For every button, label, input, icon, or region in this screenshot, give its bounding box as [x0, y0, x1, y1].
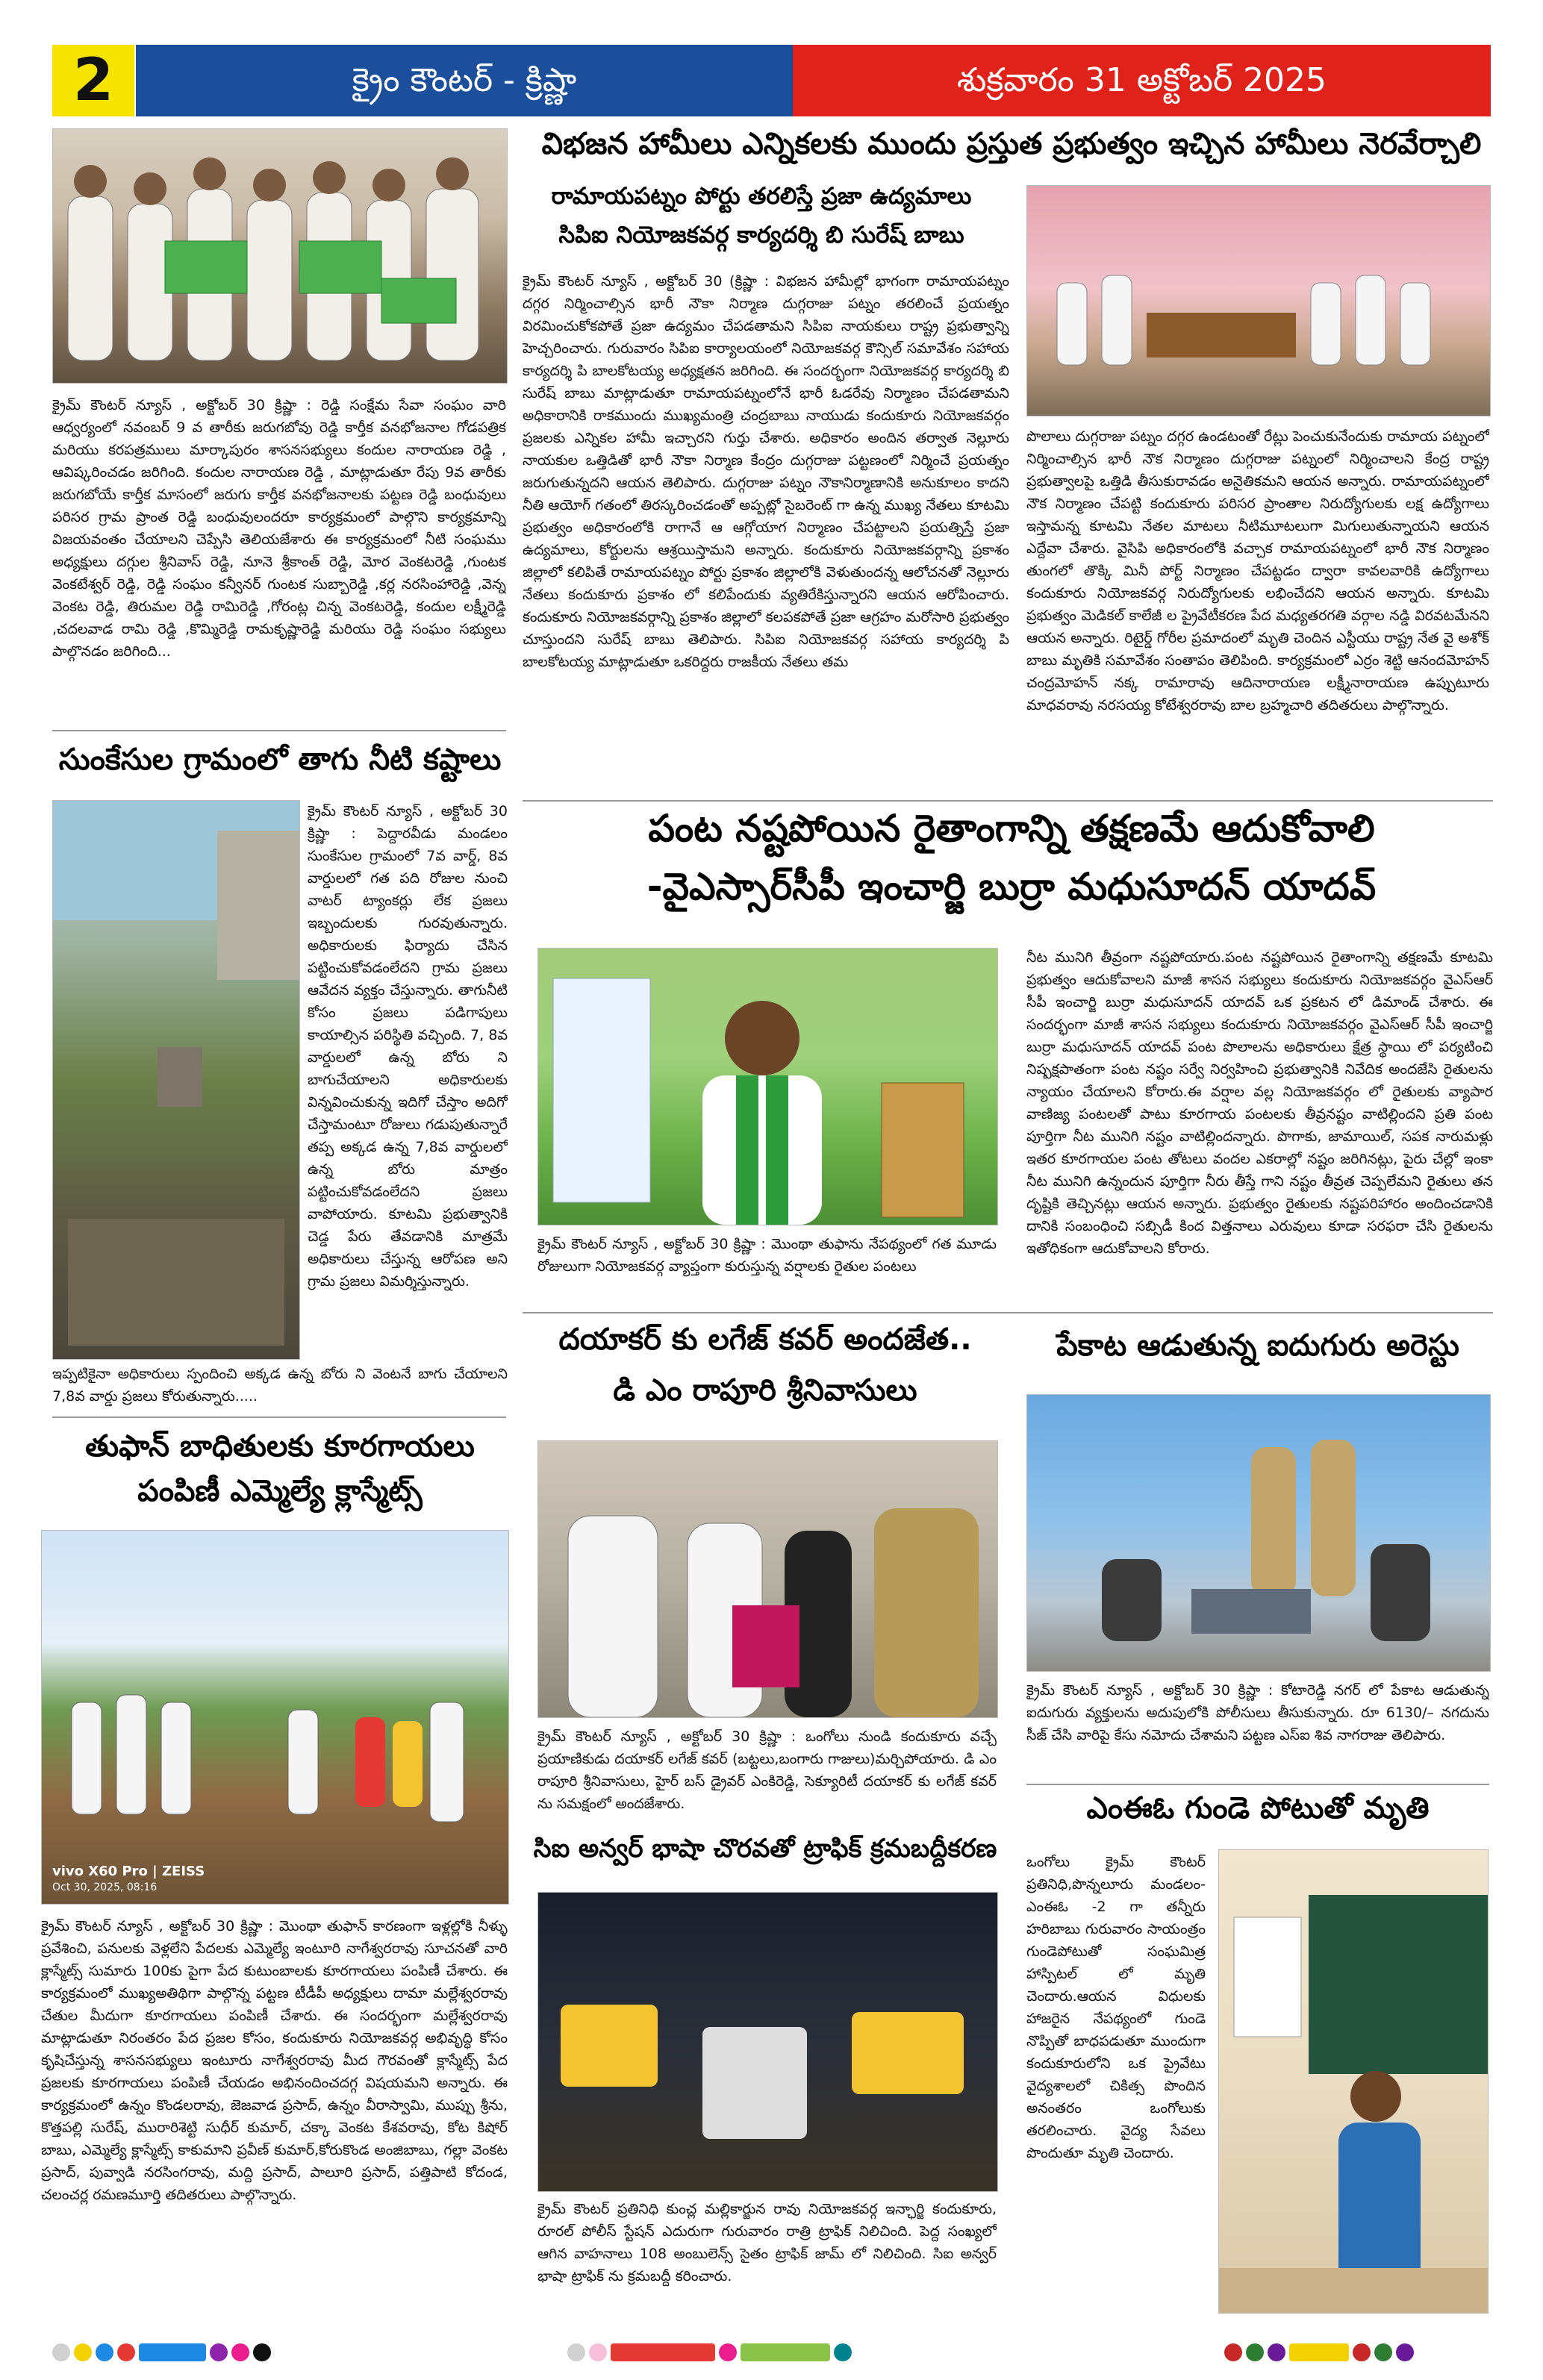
teacher-blackboard-illustration [1219, 1850, 1488, 2313]
footer-color-strip-left [52, 2343, 275, 2364]
footer-color-strip-right [1224, 2343, 1418, 2364]
water-headline: సుంకేసుల గ్రామంలో తాగు నీటి కష్టాలు [58, 743, 502, 777]
main-subheadline-1: రామాయపట్నం పోర్టు తరలిస్తే ప్రజా ఉద్యమాలు [551, 183, 972, 210]
water-body-tail: ఇప్పటికైనా అధికారులు స్పందించి అక్కడ ఉన్న బోరు ని వెంటనే బాగు చేయాలని 7,8వ వార్డు ప్రజలు కోరుతున్నారు..... [52, 1366, 508, 1405]
meeting-illustration [1027, 186, 1490, 416]
crop-loss-headline-1: పంట నష్టపోయిన రైతాంగాన్ని తక్షణమే ఆదుకోవాలి [648, 807, 1375, 850]
color-dot [253, 2343, 271, 2361]
luggage-headline-1: దయాకర్ కు లగేజ్ కవర్ అందజేత.. [558, 1322, 972, 1357]
meo-death-body: ఒంగోలు క్రైమ్ కౌంటర్ ప్రతినిధి,పొన్నలూరు మండలం- ఎంఈఓ -2 గా తన్నీరు హరిబాబు గురువారం సాయంత్రం గుండెపోటుతో సంఘమిత్ర హాస్పిటల్ లో మృతి చెందారు.ఆయన విధులకు హాజరైన నేపథ్యంలో గుండె నొప్పితో బాధపడుతూ ముందుగా కందుకూరులోని ఒక ప్రైవేటు వైద్యశాలలో చికిత్స పొందిన అనంతరం ఒంగోలుకు తరలించారు. వైద్య సేవలు పొందుతూ మృతి చెందారు. [1026, 1854, 1206, 2162]
color-dot [1246, 2343, 1264, 2361]
traffic-body: క్రైమ్ కౌంటర్ ప్రతినిధి కుంచ్ల మల్లికార్జున రావు నియోజకవర్గ ఇన్ఛార్జి కందుకూరు, రూరల్ పోలీస్ స్టేషన్ ఎదురుగా గురువారం రాత్రి ట్రాఫిక్ నిలిచింది. పెద్ద సంఖ్యలో ఆగిన వాహనాలు 108 అంబులెన్స్ సైతం ట్రాఫిక్ జామ్ లో నిలిచింది. సిఐ అన్వర్ భాషా ట్రాఫిక్ ను క్రమబద్దీ కరించారు. [537, 2201, 997, 2285]
madhusudan-photo [537, 948, 998, 1225]
main-body-left: క్రైమ్ కౌంటర్ న్యూస్ , అక్టోబర్ 30 (క్రిష్ణా : విభజన హామీల్లో భాగంగా రామాయపట్నం దగ్గర నిర్మించాల్సిన భారీ నౌకా నిర్మాణ దుగ్గరాజు పట్నం తరలించే ప్రయత్నం విరమించుకోకపోతే ప్రజా ఉద్యమం చేపడతామని సిపిఐ నాయకులు రాష్ట్ర ప్రభుత్వాన్ని హెచ్చరించారు. గురువారం సిపిఐ కార్యాలయంలో నియోజకవర్గ కౌన్సిల్ సమావేశం సహాయ కార్యదర్శి పి బాలకోటయ్య అధ్యక్షతన జరిగింది. ఈ సందర్భంగా నియోజకవర్గ కార్యదర్శి బి సురేష్ బాబు మాట్లాడుతూ రామాయపట్నంలోనే భారీ ఓడరేవు నిర్మాణం చేపడతామని అధికారానికి రాకముందు ముఖ్యమంత్రి చంద్రబాబు నాయుడు కందుకూరు నియోజకవర్గం ప్రజలకు ఎన్నికల హామీ ఇచ్చారని గుర్తు చేశారు. అధికారం అందిన తర్వాత నెల్లూరు నాయకుల ఒత్తిడితో భారీ నౌకా నిర్మాణ కేంద్రం దుగ్గరాజు పట్టణంలో నిర్మించే ప్రయత్నం జరుగుతున్నదని ఆయన తెలిపారు. దుగ్గరాజు పట్నం నౌకానిర్మాణానికి అనుకూలం కాదని నీతి ఆయోగ్ గతంలో తిరస్కరించడంతో అప్పట్లో సైబరెంట్ గా ఉన్న ముఖ్య నేతలు కూటమి ప్రభుత్వం అధికారంలోకి రాగానే ఆ ఆగ్గోయాగ నిర్మాణం చేపట్టాలని ప్రయత్నిస్తే ప్రజా ఉద్యమాలు, కోర్టులను ఆశ్రయిస్తామని అన్నారు. కందుకూరు నియోజకవర్గాన్ని ప్రకాశం జిల్లాలో కలిపితే రామాయపట్నం పోర్టు ప్రకాశం జిల్లాలోకి వెళుతుందన్న ఆలోచనతో నెల్లూరు నేతలు కందుకూరు ప్రకాశం లో కలిపేందుకు వ్యతిరేకిస్తున్నారని ఆయన ఆరోపించారు. కందుకూరు నియోజకవర్గాన్ని ప్రకాశం జిల్లాలో కలపకపోతే ప్రజా ఆగ్రహం మరోసారి ప్రభుత్వం చూస్తుందని సురేష్ బాబు తెలిపారు. సిపిఐ నియోజకవర్గ సహాయ కార్యదర్శి పి బాలకోటయ్య మాట్లాడుతూ ఒకరిద్దరు రాజకీయ నేతలు తమ [523, 273, 1009, 671]
vegetables-scene-illustration [42, 1531, 508, 1904]
color-bar [741, 2343, 830, 2361]
main-headline: విభజన హామీలు ఎన్నికలకు ముందు ప్రస్తుత ప్రభుత్వం ఇచ్చిన హామీలు నెరవేర్చాలి [541, 127, 1482, 161]
color-dot [231, 2343, 249, 2361]
cpi-meeting-photo [1026, 185, 1491, 416]
color-dot [1374, 2343, 1392, 2361]
night-traffic-illustration [538, 1893, 997, 2191]
water-body: క్రైమ్ కౌంటర్ న్యూస్ , అక్టోబర్ 30 క్రిష్ణా : పెద్దారవీడు మండలం సుంకేసుల గ్రామంలో 7వ వార్డ్, 8వ వార్డులలో గత పది రోజుల నుంచి వాటర్ ట్యాంకర్లు లేక ప్రజలు ఇబ్బందులకు గురవుతున్నారు. అధికారులకు ఫిర్యాదు చేసిన పట్టించుకోవడంలేదని గ్రామ ప్రజలు ఆవేదన వ్యక్తం చేస్తున్నారు. తాగునీటి కోసం ప్రజలు పడిగాపులు కాయాల్సిన పరిస్థితి వచ్చింది. 7, 8వ వార్డులలో ఉన్న బోరు ని బాగుచేయాలని అధికారులకు విన్నవించుకున్న ఇదిగో చేస్తాం అదిగో చేస్తామంటూ రోజులు గడుపుతున్నారే తప్ప అక్కడ ఉన్న 7,8వ వార్డులలో ఉన్న బోరు మాత్రం పట్టించుకోవడంలేదని ప్రజలు వాపోయారు. కూటమి ప్రభుత్వానికి చెడ్డ పేరు తేవడానికి మాత్రమే అధికారులు చేస్తున్న ఆరోపణ అని గ్రామ ప్రజలు విమర్శిస్తున్నారు. [308, 803, 508, 1290]
vegetables-photo [41, 1530, 509, 1905]
main-subheadline-2: సిపిఐ నియోజకవర్గ కార్యదర్శి బి సురేష్ బాబు [558, 222, 964, 249]
reddy-sangham-body: క్రైమ్ కౌంటర్ న్యూస్ , అక్టోబర్ 30 క్రిష్ణా : రెడ్డి సంక్షేమ సేవా సంఘం వారి ఆధ్వర్యంలో నవంబర్ 9 వ తారీకు జరుగబోవు రెడ్డి కార్తీక వనభోజనాల గోడపత్రిక మరియు కరపత్రములు మార్కాపురం శాసనసభ్యులు కందుల నారాయణ రెడ్డి , ఆవిష్కరించడం జరిగింది. కందుల నారాయణ రెడ్డి , మాట్లాడుతూ రేపు 9వ తారీకు జరుగబోయే కార్తీక మాసంలో జరుగు కార్తీక వనభోజనాలకు పట్టణ రెడ్డి బంధువులు పరిసర గ్రామ ప్రాంత రెడ్డి బంధువులందరూ కార్యక్రమంలో పాల్గొని కార్యక్రమాన్ని విజయవంతం చేయాలని చెప్పేసి తెలియజేశారు ఈ కార్యక్రమంలో నీటి సంఘము అధ్యక్షులు దగ్గుల శ్రీనివాస్ రెడ్డి, నూనె శ్రీకాంత్ రెడ్డి, మోర వెంకటరెడ్డి ,గుంటక వెంకటేశ్వర్ రెడ్డి, రెడ్డి సంఘం కన్వీనర్ గుంటక సుబ్బారెడ్డి ,కర్ల నరసింహారెడ్డి ,వెన్న వెంకట రెడ్డి, తిరుమల రెడ్డి రామిరెడ్డి ,గోరంట్ల చిన్న వెంకటరెడ్డి, కందుల లక్ష్మీరెడ్డి ,చదలవాడ రామి రెడ్డి ,కొమ్మిరెడ్డి రామకృష్ణారెడ్డి మరియు రెడ్డి సంఘం సభ్యులు పాల్గొనడం జరిగింది... [52, 397, 506, 660]
color-dot [1268, 2343, 1285, 2361]
issue-date: శుక్రవారం 31 అక్టోబర్ 2025 [793, 45, 1491, 116]
color-dot [1224, 2343, 1242, 2361]
color-dot [52, 2343, 70, 2361]
color-dot [117, 2343, 135, 2361]
color-dot [589, 2343, 607, 2361]
luggage-handover-illustration [538, 1441, 997, 1717]
page-number: 2 [52, 45, 134, 116]
color-bar [611, 2343, 715, 2361]
newspaper-title: క్రైం కౌంటర్ - క్రిష్ణా [136, 45, 793, 116]
water-photo [52, 800, 300, 1360]
meo-photo [1218, 1849, 1489, 2314]
traffic-headline: సిఐ అన్వర్ భాషా చొరవతో ట్రాఫిక్ క్రమబద్దీకరణ [533, 1834, 997, 1864]
vegetables-headline-1: తుఫాన్ బాధితులకు కూరగాయలు [85, 1429, 475, 1464]
divider [523, 800, 1493, 802]
crop-loss-body-right: నీట మునిగి తీవ్రంగా నష్టపోయారు.పంట నష్టపోయిన రైతాంగాన్ని తక్షణమే కూటమి ప్రభుత్వం ఆదుకోవాలని మాజీ శాసన సభ్యులు కందుకూరు నియోజకవర్గం వైఎస్ఆర్ సీపీ ఇంచార్జి బుర్రా మధుసూదన్ యాదవ్ ఒక ప్రకటన లో డిమాండ్ చేశారు. ఈ సందర్భంగా మాజీ శాసన సభ్యులు కందుకూరు నియోజకవర్గం వైఎస్ఆర్ సీపీ ఇంచార్జి బుర్రా మధుసూదన్ యాదవ్ పంట పొలాలను అధికారులు క్షేత్ర స్థాయి లో పర్యటించి నిష్పక్షపాతంగా పంట నష్టం సర్వే నిర్వహించి ప్రభుత్వానికి నివేదిక అందజేసి రైతులను న్యాయం చేయాలని కోరారు.ఈ వర్షాల వల్ల నియోజకవర్గం లో రైతులకు వ్యాపార వాణిజ్య పంటలతో పాటు కూరగాయ పంటలకు తీవ్రనష్టం వాటిల్లిందని ప్రతి పంట పూర్తిగా నీట మునిగి నష్టం వాటిల్లిందన్నారు. పొగాకు, జామాయిల్, సపక నారుమళ్లు ఇతర కూరగాయల పంట తోటలు వందల ఎకరాల్లో నష్టం జరిగినట్లు, పైరు చేల్లో ఇంకా నీట మునిగి ఉన్నందున పూర్తిగా నీరు తీస్తే గాని నష్టం తీవ్రత చెప్పలేమని రైతులు తన దృష్టికి తెచ్చినట్లు ఆయన అన్నారు. ప్రభుత్వం రైతులకు నష్టపరిహారం అందించడానికి దానికి సంబంధించి సబ్సిడీ కింద విత్తనాలు ఎరువులు కూడా సరఫరా చేసి రైతులను ఇతోధికంగా ఆదుకోవాలని కోరారు. [1026, 949, 1493, 1258]
color-bar [139, 2343, 206, 2361]
leader-portrait-illustration [538, 949, 997, 1225]
meo-death-headline: ఎంఈఓ గుండె పోటుతో మృతి [1086, 1791, 1430, 1825]
crop-loss-headline-2: -వైఎస్సార్‌సీపీ ఇంచార్జి బుర్రా మధుసూదన్ యాదవ్ [646, 865, 1377, 908]
divider [52, 1417, 506, 1418]
arrest-headline: పేకాట ఆడుతున్న ఐదుగురు అరెస్టు [1056, 1328, 1459, 1363]
color-dot [96, 2343, 113, 2361]
group-people-illustration [53, 129, 507, 383]
arrest-photo [1026, 1394, 1491, 1672]
luggage-body: క్రైమ్ కౌంటర్ న్యూస్ , అక్టోబర్ 30 క్రిష్ణా : ఒంగోలు నుండి కందుకూరు వచ్చే ప్రయాణికుడు దయాకర్ లగేజ్ కవర్ (బట్టలు,బంగారు గాజులు)మర్చిపోయారు. డి ఎం రాపూరి శ్రీనివాసులు, హైర్ బస్ డ్రైవర్ ఎంకిరెడ్డి, సెక్యూరిటీ దయాకర్ కు లగేజ్ కవర్ ను సమక్షంలో అందజేశారు. [537, 1728, 997, 1813]
color-dot [834, 2343, 852, 2361]
photo-timestamp: Oct 30, 2025, 08:16 [52, 1881, 158, 1893]
divider [52, 730, 506, 731]
color-dot [1396, 2343, 1414, 2361]
photo-camera-watermark: vivo X60 Pro | ZEISS [52, 1864, 205, 1879]
reddy-sangham-photo [52, 128, 508, 384]
crop-loss-body-left: క్రైమ్ కౌంటర్ న్యూస్ , అక్టోబర్ 30 క్రిష్ణా : మొంథా తుఫాను నేపథ్యంలో గత మూడు రోజులుగా నియోజకవర్గ వ్యాప్తంగా కురుస్తున్న వర్షాలకు రైతుల పంటలు [537, 1236, 997, 1275]
luggage-headline-2: డి ఎం రాపూరి శ్రీనివాసులు [613, 1373, 917, 1408]
police-raid-illustration [1027, 1395, 1490, 1671]
arrest-body: క్రైమ్ కౌంటర్ న్యూస్ , అక్టోబర్ 30 క్రిష్ణా : కోటారెడ్డి నగర్ లో పేకాట ఆడుతున్న ఐదుగురు వ్యక్తులను అదుపులోకి పోలీసులు తీసుకున్నారు. రూ 6130/– నగదును సీజ్ చేసి వారిపై కేసు నమోదు చేశామని పట్టణ ఎస్ఐ శివ నాగరాజు తెలిపారు. [1026, 1682, 1489, 1744]
water-scene-illustration [53, 801, 299, 1359]
color-bar [1289, 2343, 1349, 2361]
vegetables-headline-2: పంపిణీ ఎమ్మెల్యే క్లాస్మేట్స్ [137, 1474, 423, 1508]
color-dot [210, 2343, 228, 2361]
vegetables-body: క్రైమ్ కౌంటర్ న్యూస్ , అక్టోబర్ 30 క్రిష్ణా : మొంథా తుఫాన్ కారణంగా ఇళ్లల్లోకి నీళ్ళు ప్రవేశించి, పనులకు వెళ్లలేని పేదలకు ఎమ్మెల్యే ఇంటూరి నాగేశ్వరరావు సూచనతో వారి క్లాస్మేట్స్ సుమారు 100కు పైగా పేద కుటుంబాలకు కూరగాయలు పంపిణీ చేశారు. ఈ కార్యక్రమంలో ముఖ్యఅతిథిగా పాల్గొన్న పట్టణ టీడీపీ అధ్యక్షులు దామా మల్లేశ్వరరావు చేతుల మీదుగా కూరగాయలు పంపిణీ చేశారు. ఈ సందర్భంగా మల్లేశ్వరరావు మాట్లాడుతూ నిరంతరం పేద ప్రజల కోసం, కందుకూరు నియోజకవర్గ అభివృద్ధి కోసం కృషిచేస్తున్న శాసనసభ్యులు ఇంటూరు నాగేశ్వరరావు మీద గౌరవంతో క్లాస్మేట్స్ పేద ప్రజలకు కూరగాయలు పంపిణీ చేయడం అభినందించదగ్గ విషయమని అన్నారు. ఈ కార్యక్రమంలో ఉన్నం కొండలరావు, జెజవాడ ప్రసాద్, ఉన్నం వీరాస్వామి, ముప్పు శ్రీను, కొత్తపల్లి సురేష్, మురారిశెట్టి సుధీర్ కుమార్, చక్కా వెంకట కేశవరావు, కోట కిషోర్ బాబు, ఎమ్మెల్యే క్లాస్మేట్స్ కాకుమాని ప్రవీణ్ కుమార్,కోరుకొండ అంజిబాబు, గల్లా వెంకట ప్రసాద్, పువ్వాడి నరసింగరావు, మద్ది ప్రసాద్, పాలూరి ప్రసాద్, పత్తిపాటి కోదండ, చలంచర్ల రమణమూర్తి తదితరులు పాల్గొన్నారు. [41, 1918, 508, 2204]
divider [1026, 1784, 1489, 1785]
divider [523, 1312, 1493, 1314]
luggage-photo [537, 1440, 998, 1718]
color-dot [567, 2343, 585, 2361]
color-dot [74, 2343, 92, 2361]
color-dot [1353, 2343, 1371, 2361]
color-dot [719, 2343, 737, 2361]
footer-color-strip-middle [567, 2343, 855, 2364]
main-body-right: పొలాలు దుగ్గరాజు పట్నం దగ్గర ఉండటంతో రేట్లు పెంచుకునేందుకు రామాయ పట్నంలో నిర్మించాల్సిన భారీ నౌక నిర్మాణం దుగ్గరాజు పట్నంలో నిర్మించాలని కేంద్ర రాష్ట్ర ప్రభుత్వాలపై ఒత్తిడి తీసుకురావడం అనైతికమని ఆయన అన్నారు. రామాయపట్నంలో నౌక నిర్మాణం చేపట్టి కందుకూరు పరిసర ప్రాంతాల నిరుద్యోగులకు లక్ష ఉద్యోగాలు ఇస్తామన్న కూటమి నేతల మాటలు నీటిమూటలుగా మిగులుతున్నాయని ఆయన ఎద్దేవా చేశారు. వైసిపి అధికారంలోకి వచ్చాక రామాయపట్నంలో భారీ నౌక నిర్మాణం తుంగలో తొక్కి మినీ పోర్ట్ నిర్మాణం చేపట్టడం ద్వారా కావలవారికి ఉద్యోగాలు కందుకూరు నియోజకవర్గ నిరుద్యోగులకు లభించేదని ఆయన అన్నారు. కూటమి ప్రభుత్వం మెడికల్ కాలేజీ ల ప్రైవేటీకరణ పేద మధ్యతరగతి వర్గాల నడ్డి విరవటమేనని ఆయన అన్నారు. రిటైర్డ్ గోరీల ప్రమాదంలో మృతి చెందిన ఎస్టీయు రాష్ట్ర నేత వై అశోక్ బాబు మృతికి సమావేశం సంతాపం తెలిపింది. కార్యక్రమంలో ఎర్రం శెట్టి ఆనందమోహన్ చంద్రమోహన్ నక్క రామారావు ఆదినారాయణ లక్ష్మీనారాయణ ఉప్పుటూరు మాధవరావు నరసయ్య కోటేశ్వరరావు బాల బ్రహ్మచారి తదితరులు పాల్గొన్నారు. [1026, 428, 1489, 714]
traffic-photo [537, 1892, 998, 2192]
